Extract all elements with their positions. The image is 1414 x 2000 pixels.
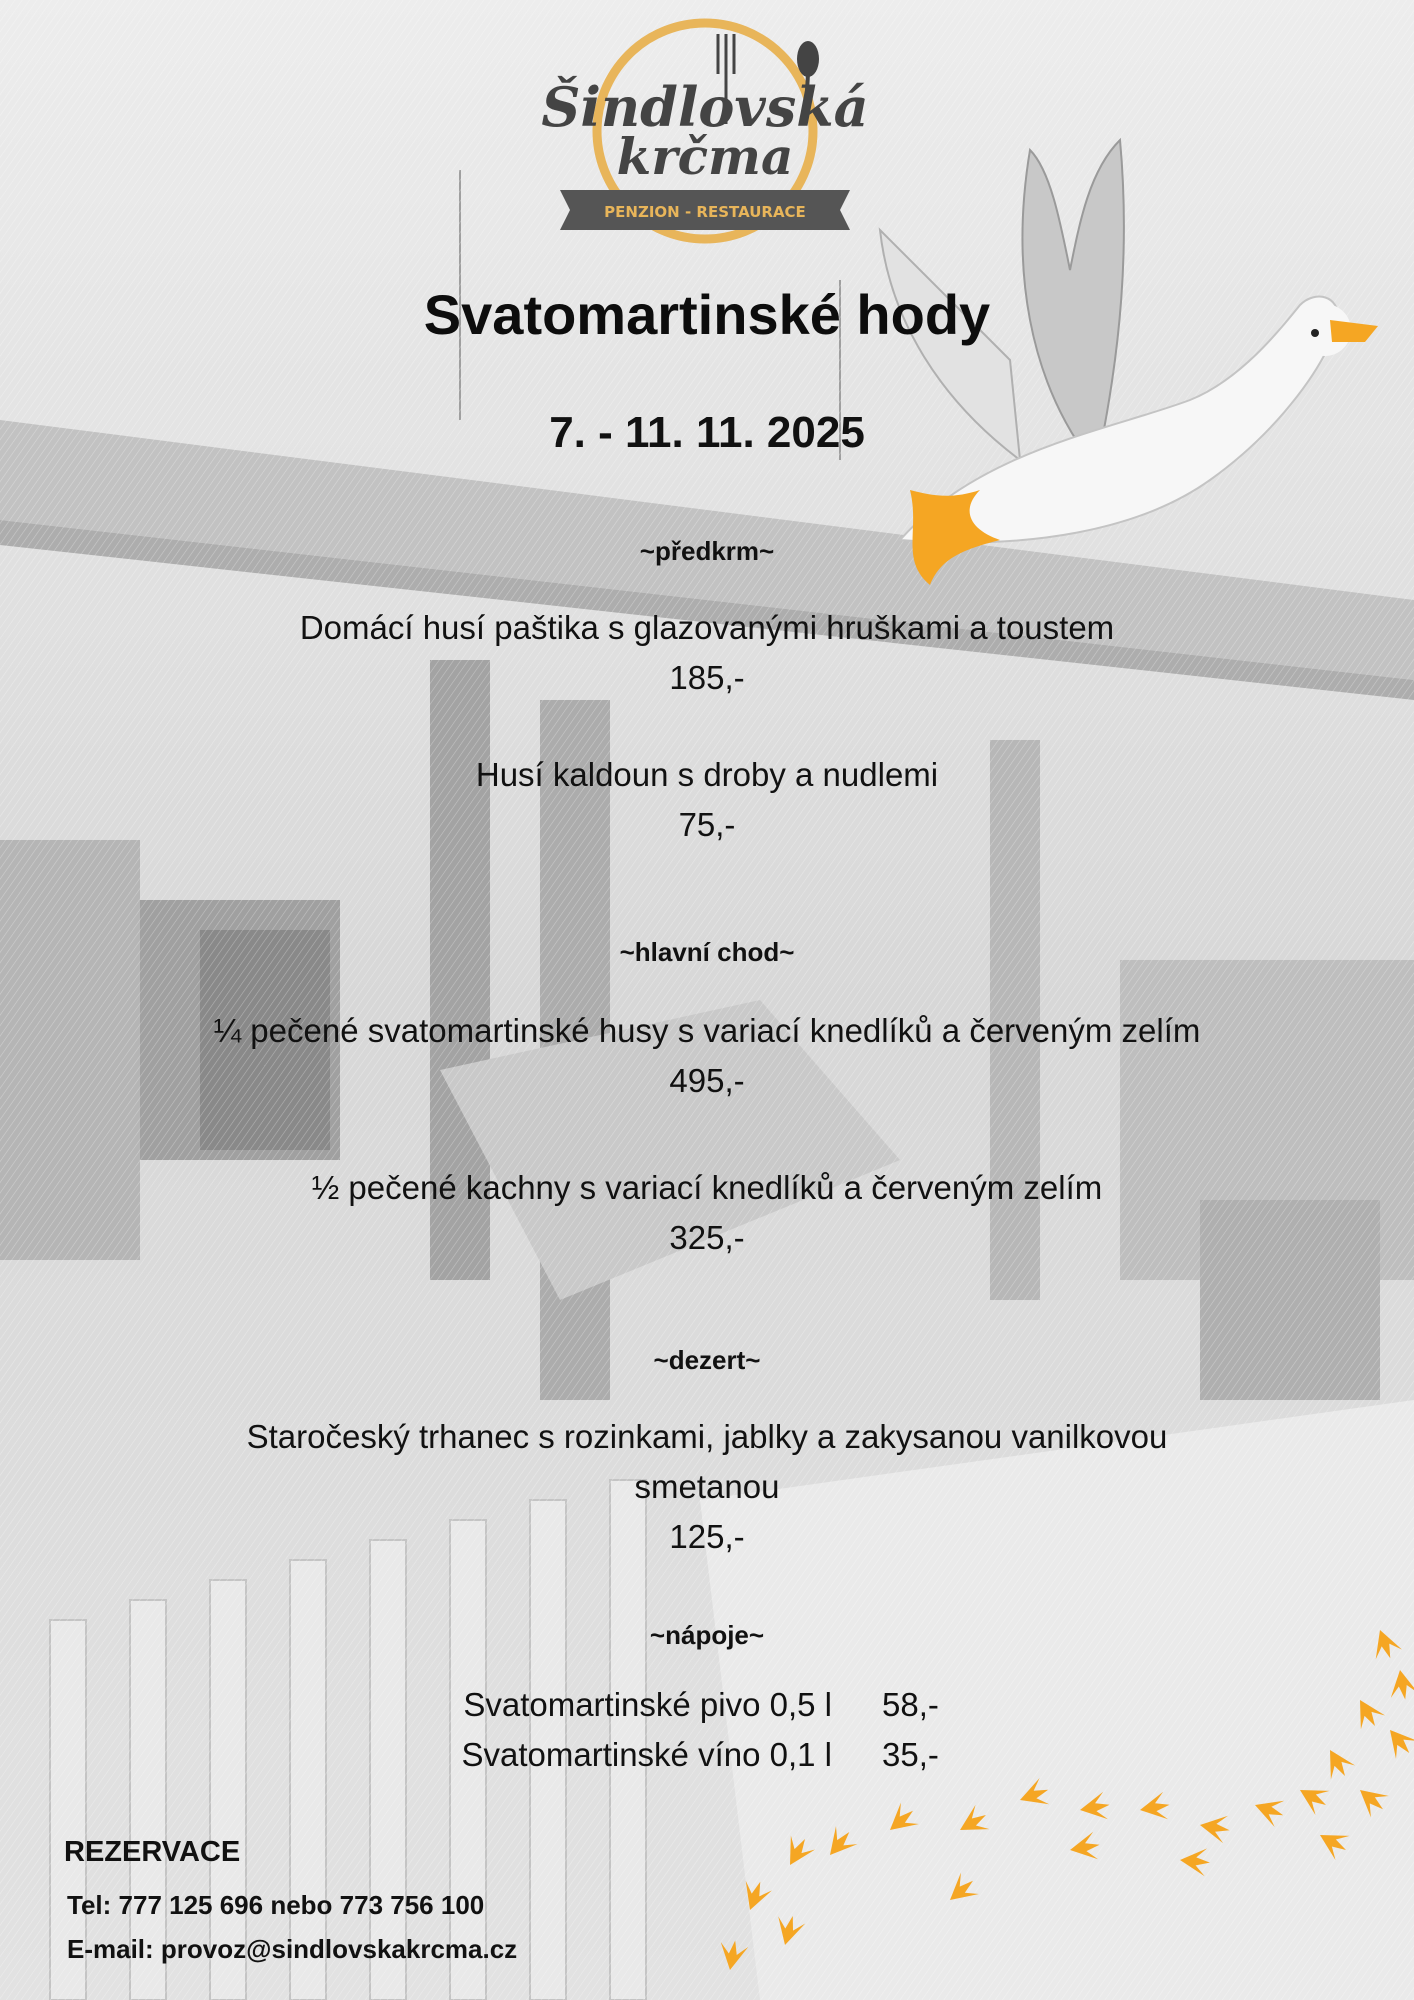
menu-item-price: 75,- xyxy=(678,806,736,843)
menu-item-name: ½ pečené kachny s variací knedlíků a červeným zelím xyxy=(311,1169,1103,1206)
goose-footprints-decoration xyxy=(720,1600,1414,2000)
section-heading-main: ~hlavní chod~ xyxy=(619,937,795,967)
drink-name: Svatomartinské pivo 0,5 l xyxy=(463,1686,832,1723)
menu-item-name-continued: smetanou xyxy=(634,1468,780,1505)
restaurant-logo xyxy=(540,14,870,254)
logo-name-line2: krčma xyxy=(616,127,794,186)
drink-price: 58,- xyxy=(882,1686,939,1723)
menu-item-name: Staročeský trhanec s rozinkami, jablky a zakysanou vanilkovou xyxy=(246,1418,1168,1455)
goose-illustration xyxy=(860,130,1390,600)
section-heading-dessert: ~dezert~ xyxy=(653,1345,761,1375)
logo-name-line1: Šindlovská xyxy=(541,75,869,139)
drink-row xyxy=(0,1680,1414,1730)
drink-name: Svatomartinské víno 0,1 l xyxy=(461,1736,832,1773)
reservation-email: E-mail: provoz@sindlovskakrcma.cz xyxy=(67,1934,518,1964)
reservation-phone: Tel: 777 125 696 nebo 773 756 100 xyxy=(67,1890,485,1920)
drink-row xyxy=(0,1730,1414,1780)
section-heading-drinks: ~nápoje~ xyxy=(649,1620,765,1650)
page-title: Svatomartinské hody xyxy=(423,283,991,346)
menu-item-name: ¼ pečené svatomartinské husy s variací knedlíků a červeným zelím xyxy=(213,1012,1201,1049)
menu-item-price: 125,- xyxy=(669,1518,745,1555)
menu-item-price: 185,- xyxy=(669,659,745,696)
menu-item-name: Husí kaldoun s droby a nudlemi xyxy=(475,756,939,793)
drink-price: 35,- xyxy=(882,1736,939,1773)
menu-item-name: Domácí husí paštika s glazovanými hruškami a toustem xyxy=(299,609,1115,646)
menu-item-price: 325,- xyxy=(669,1219,745,1256)
section-heading-starter: ~předkrm~ xyxy=(639,536,775,566)
drinks-list xyxy=(0,1680,1414,1780)
event-dates: 7. - 11. 11. 2025 xyxy=(549,408,865,457)
logo-banner-text: PENZION - RESTAURACE xyxy=(604,203,806,221)
reservation-heading: REZERVACE xyxy=(64,1836,241,1868)
menu-item-price: 495,- xyxy=(669,1062,745,1099)
